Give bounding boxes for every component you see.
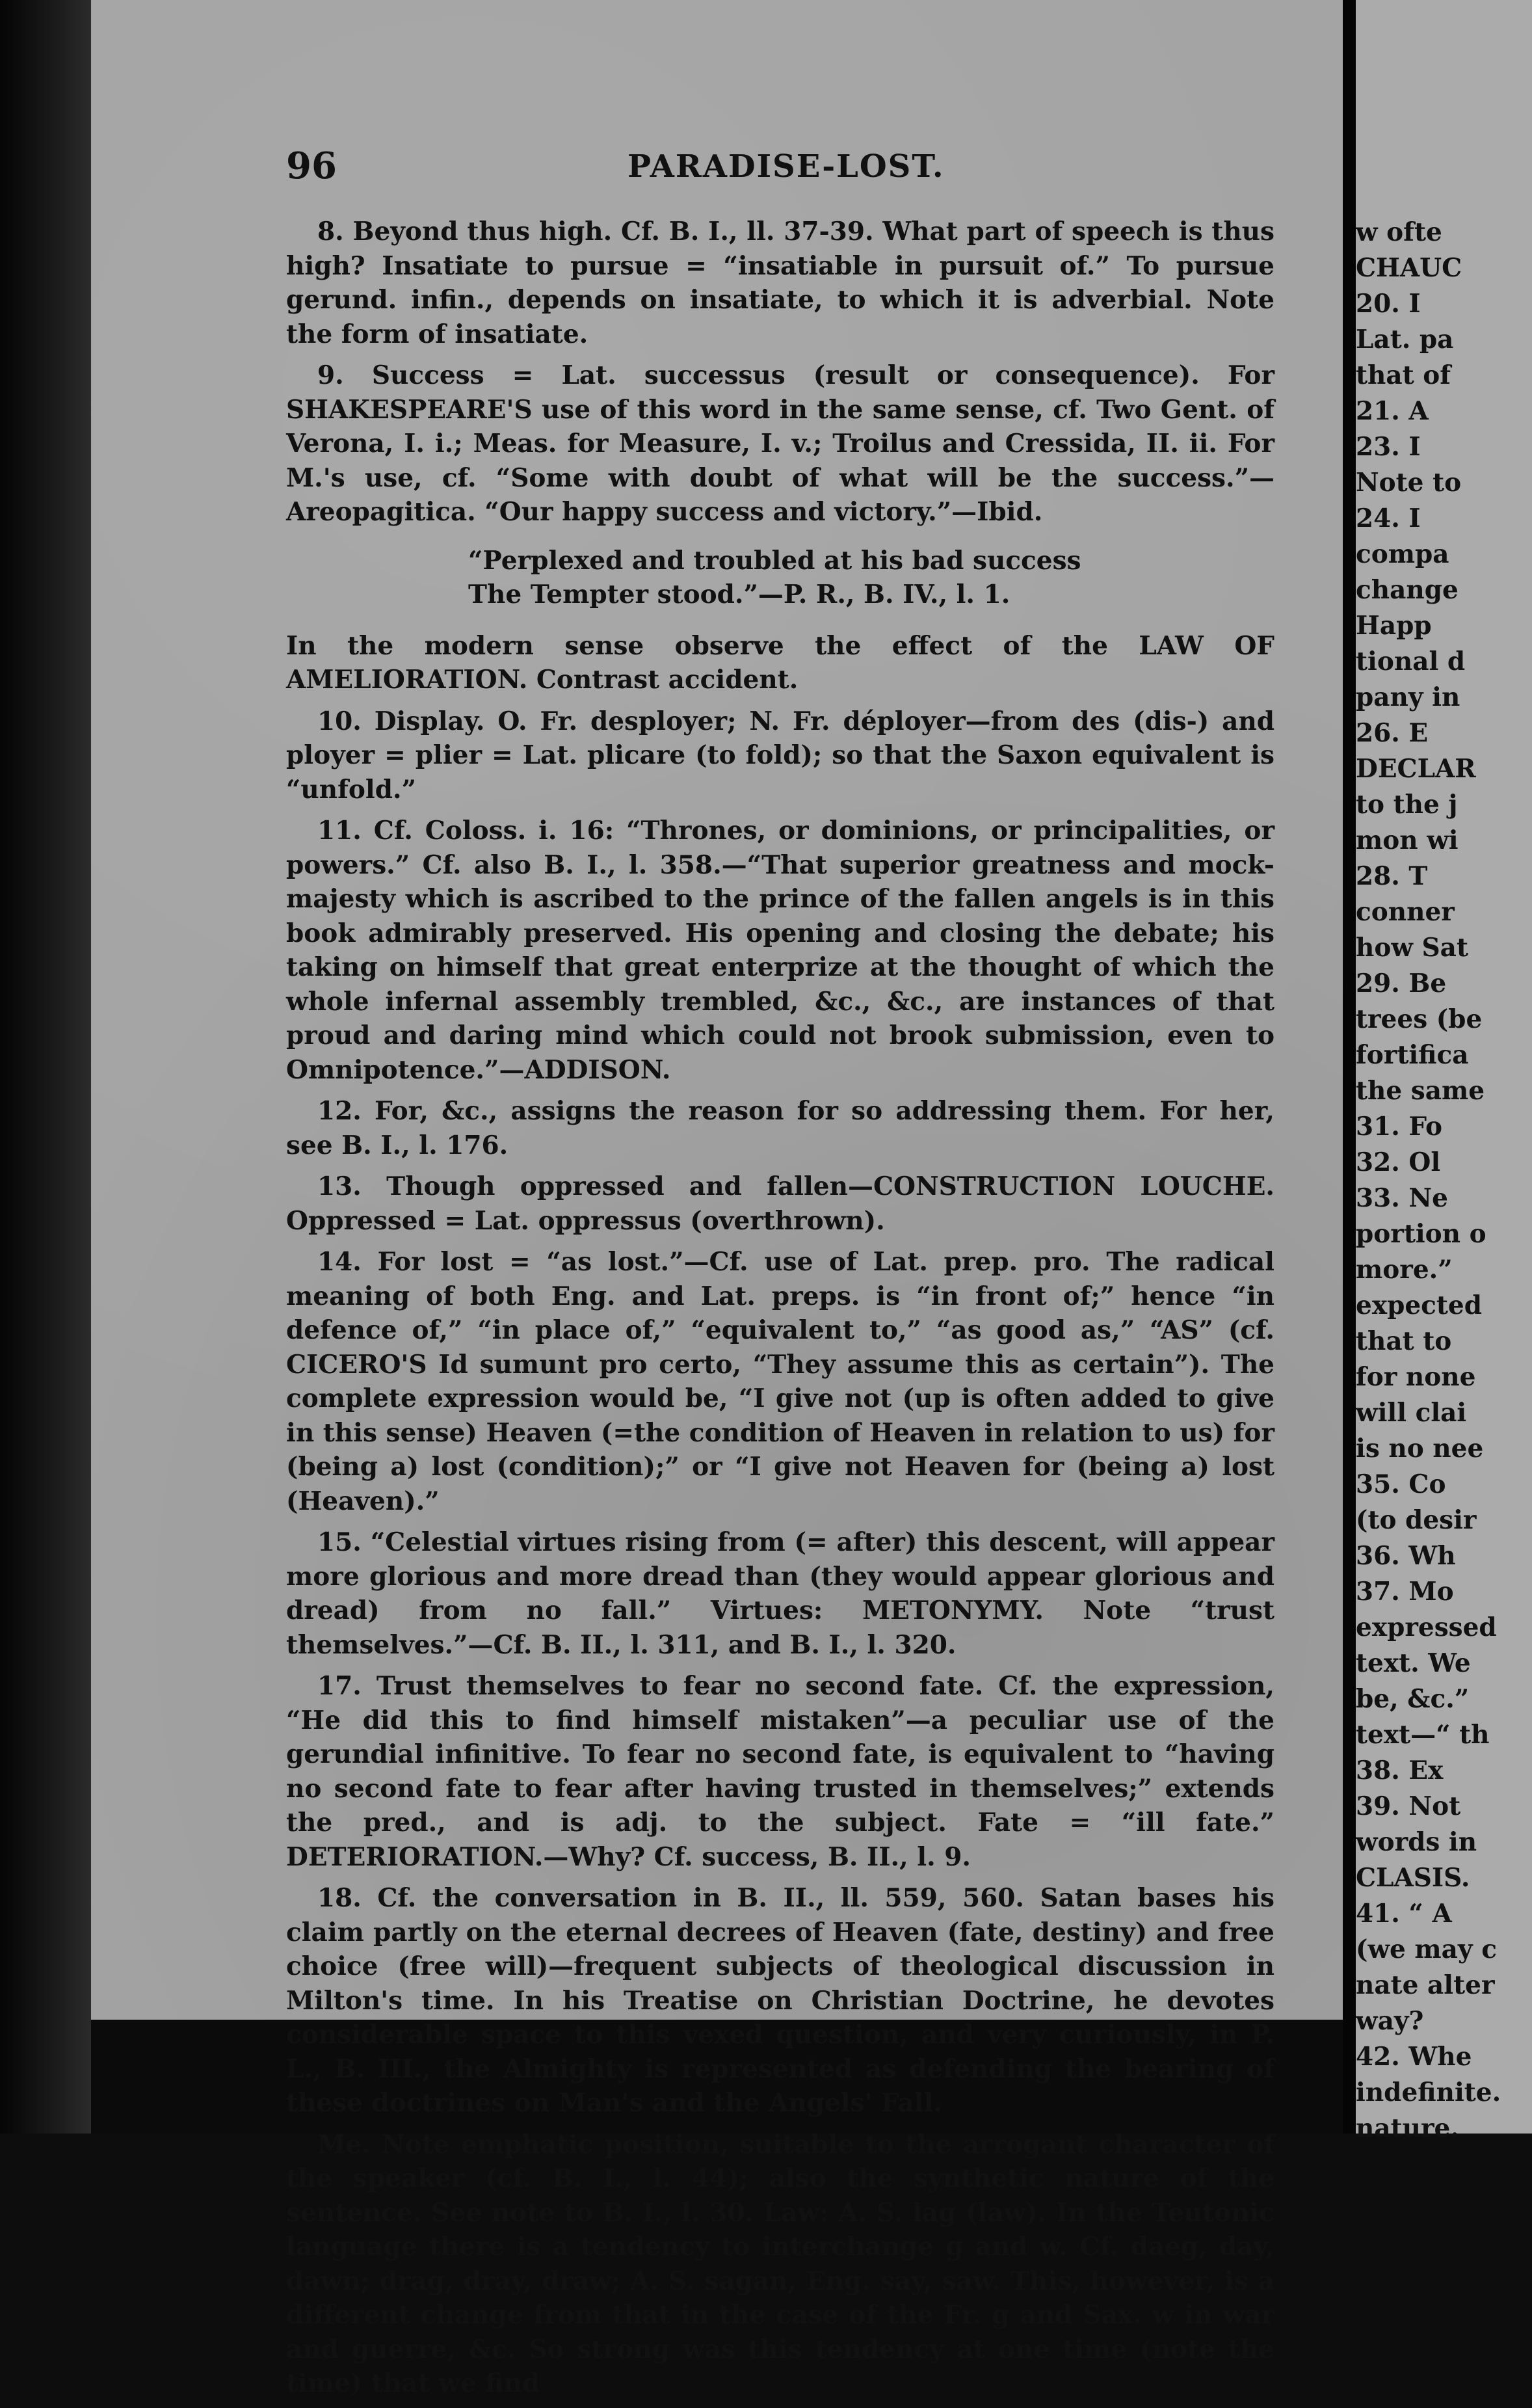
right-fragment-line: 37. Mo (1356, 1577, 1454, 1607)
right-fragment-line: 24. I (1356, 503, 1421, 533)
right-fragment-line: that of (1356, 360, 1451, 390)
right-fragment-line: conner (1356, 897, 1455, 927)
right-fragment-line: 35. Co (1356, 1469, 1446, 1499)
right-fragment-line: 31. Fo (1356, 1112, 1442, 1142)
note-9-continuation: In the modern sense observe the effect of the LAW OF AMELIORATION. Contrast accident. (286, 630, 1274, 695)
right-fragment-line: 28. T (1356, 861, 1428, 891)
right-fragment-line: for none (1356, 1362, 1476, 1392)
right-fragment-line: 36. Wh (1356, 1541, 1456, 1571)
right-fragment-line: indefinite. (1356, 2078, 1501, 2107)
note-18-me: Me. Note emphatic position, suitable to the arrogant character of the speaker (cf. B. I., l. 44); also the synthetic nature of the sentence. See note to B. I., l. 30. Law: A. S. lag (law). In the Teutonic language there is a tendency to interchange g and w. Cf. daeg, day, dawn; drag, dray, draw; A. S. sagan, Eng. say, saw. This, however, is a different change from that in the case of the Fr. g and Sax. w in war and guerre, &c. So strong was this tendency at one time (note the time) that we find (286, 2129, 1274, 2398)
right-fragment-line: tional d (1356, 647, 1466, 676)
note-17: 17. Trust themselves to fear no second fate. Cf. the expression, “He did this to find himself mistaken”—a peculiar use of the gerundial infinitive. To fear no second fate, is equivalent to “having no second fate to fear after having trusted in themselves;” extends the pred., and is adj. to the subject. Fate = “ill fate.” DETERIORATION.—Why? Cf. success, B. II., l. 9. (286, 1671, 1274, 1872)
right-fragment-line: text. We (1356, 1648, 1471, 1678)
note-14: 14. For lost = “as lost.”—Cf. use of Lat. prep. pro. The radical meaning of both Eng. and Lat. preps. is “in front of;” hence “in defence of,” “in place of,” “equivalent to,” “as good as,” “AS” (cf. CICERO'S Id sumunt pro certo, “They assume this as certain”). The complete expression would be, “I give not (up is often added to give in this sense) Heaven (=the condition of Heaven in relation to us) for (being a) lost (condition);” or “I give not Heaven for (being a) lost (Heaven).” (286, 1247, 1274, 1516)
right-fragment-line: how Sat (1356, 933, 1468, 963)
right-fragment-line: Lat. pa (1356, 325, 1454, 355)
right-fragment-line: CLASIS. (1356, 1863, 1470, 1893)
right-fragment-line: 26. E (1356, 718, 1429, 748)
right-fragment-line: 42. Whe (1356, 2042, 1472, 2072)
note-18: 18. Cf. the conversation in B. II., ll. 559, 560. Satan bases his claim partly on the eternal decrees of Heaven (fate, destiny) and free choice (free will)—frequent subjects of theological discussion in Milton's time. In his Treatise on Christian Doctrine, he devotes considerable space to this vexed question, and very curiously, in P. L., B. III., the Almighty is represented as defending the bearing of these doctrines on Man's and the Angels' Fall. (286, 1883, 1274, 2118)
note-9: 9. Success = Lat. successus (result or consequence). For SHAKESPEARE'S use of this word in the same sense, cf. Two Gent. of Verona, I. i.; Meas. for Measure, I. v.; Troilus and Cressida, II. ii. For M.'s use, cf. “Some with doubt of what will be the success.”—Areopagitica. “Our happy success and victory.”—Ibid. (286, 360, 1274, 527)
right-fragment-line: 38. Ex (1356, 1756, 1444, 1786)
right-fragment-line: more.” (1356, 1255, 1453, 1285)
note-9-quotation: “Perplexed and troubled at his bad success The Tempter stood.”—P. R., B. IV., l. 1. (468, 545, 1081, 609)
note-10: 10. Display. O. Fr. desployer; N. Fr. déployer—from des (dis-) and ployer = plier = Lat. plicare (to fold); so that the Saxon equivalent is “unfold.” (286, 706, 1274, 805)
right-fragment-line: (we may c (1356, 1934, 1497, 1964)
right-page-text-fragments (1356, 215, 1532, 2147)
right-fragment-line: 20. I (1356, 289, 1421, 319)
note-15: 15. “Celestial virtues rising from (= after) this descent, will appear more glorious and more dread than (they would appear glorious and dread) from no fall.” Virtues: METONYMY. Note “trust themselves.”—Cf. B. II., l. 311, and B. I., l. 320. (286, 1527, 1274, 1660)
right-fragment-line: trees (be (1356, 1004, 1483, 1034)
right-fragment-line: Note to (1356, 468, 1462, 498)
page-number: 96 (286, 144, 337, 187)
right-fragment-line: fortifica (1356, 1040, 1469, 1070)
right-fragment-line: expected (1356, 1291, 1482, 1320)
right-fragment-line: nate alter (1356, 1970, 1495, 2000)
right-fragment-line: compa (1356, 539, 1449, 569)
right-fragment-line: change (1356, 575, 1459, 605)
right-fragment-line: w ofte (1356, 217, 1442, 247)
right-fragment-line: 23. I (1356, 432, 1421, 462)
note-13: 13. Though oppressed and fallen—CONSTRUCTION LOUCHE. Oppressed = Lat. oppressus (overthrown). (286, 1171, 1274, 1236)
right-fragment-line: 21. A (1356, 396, 1429, 426)
note-11: 11. Cf. Coloss. i. 16: “Thrones, or dominions, or principalities, or powers.” Cf. also B. I., l. 358.—“That superior greatness and mock-majesty which is ascribed to the prince of the fallen angels is in this book admirably preserved. His opening and closing the debate; his taking on himself that great enterprize at the thought of which the whole infernal assembly trembled, &c., &c., are instances of that proud and daring mind which could not brook submission, even to Omnipotence.”—ADDISON. (286, 816, 1274, 1085)
right-fragment-line: 39. Not (1356, 1791, 1461, 1821)
right-fragment-line: is no nee (1356, 1434, 1484, 1464)
right-fragment-line: that to (1356, 1326, 1452, 1356)
right-fragment-line: pany in (1356, 682, 1460, 712)
book-gutter (1343, 0, 1356, 2134)
right-fragment-line: 41. “ A (1356, 1899, 1452, 1929)
right-fragment-line: 29. Be (1356, 969, 1447, 998)
right-fragment-line: 32. Ol (1356, 1147, 1441, 1177)
running-title: PARADISE-LOST. (627, 148, 945, 185)
running-head (286, 144, 1301, 196)
note-8: 8. Beyond thus high. Cf. B. I., ll. 37-39. What part of speech is thus high? Insatiate to pursue = “insatiable in pursuit of.” To pursue gerund. infin., depends on insatiate, to which it is adverbial. Note the form of insatiate. (286, 217, 1274, 349)
right-fragment-line: way? (1356, 2006, 1424, 2036)
note-12: 12. For, &c., assigns the reason for so addressing them. For her, see B. I., l. 176. (286, 1096, 1274, 1160)
right-fragment-line: mon wi (1356, 825, 1459, 855)
right-fragment-line: (to desir (1356, 1505, 1477, 1535)
right-fragment-line: expressed (1356, 1612, 1497, 1642)
right-fragment-line: CHAUC (1356, 253, 1462, 283)
right-fragment-line: text—“ th (1356, 1720, 1490, 1750)
right-fragment-line: Happ (1356, 611, 1432, 641)
right-fragment-line: portion o (1356, 1219, 1486, 1249)
right-fragment-line: DECLAR (1356, 754, 1476, 784)
notes-body (286, 215, 1274, 2408)
right-fragment-line: 33. Ne (1356, 1183, 1448, 1213)
right-fragment-line: nature. (1356, 2113, 1459, 2143)
scan-left-margin (0, 0, 91, 2134)
right-fragment-line: the same (1356, 1076, 1485, 1106)
right-fragment-line: be, &c.” (1356, 1684, 1470, 1714)
right-fragment-line: to the j (1356, 790, 1458, 820)
right-fragment-line: words in (1356, 1827, 1477, 1857)
right-fragment-line: will clai (1356, 1398, 1467, 1428)
